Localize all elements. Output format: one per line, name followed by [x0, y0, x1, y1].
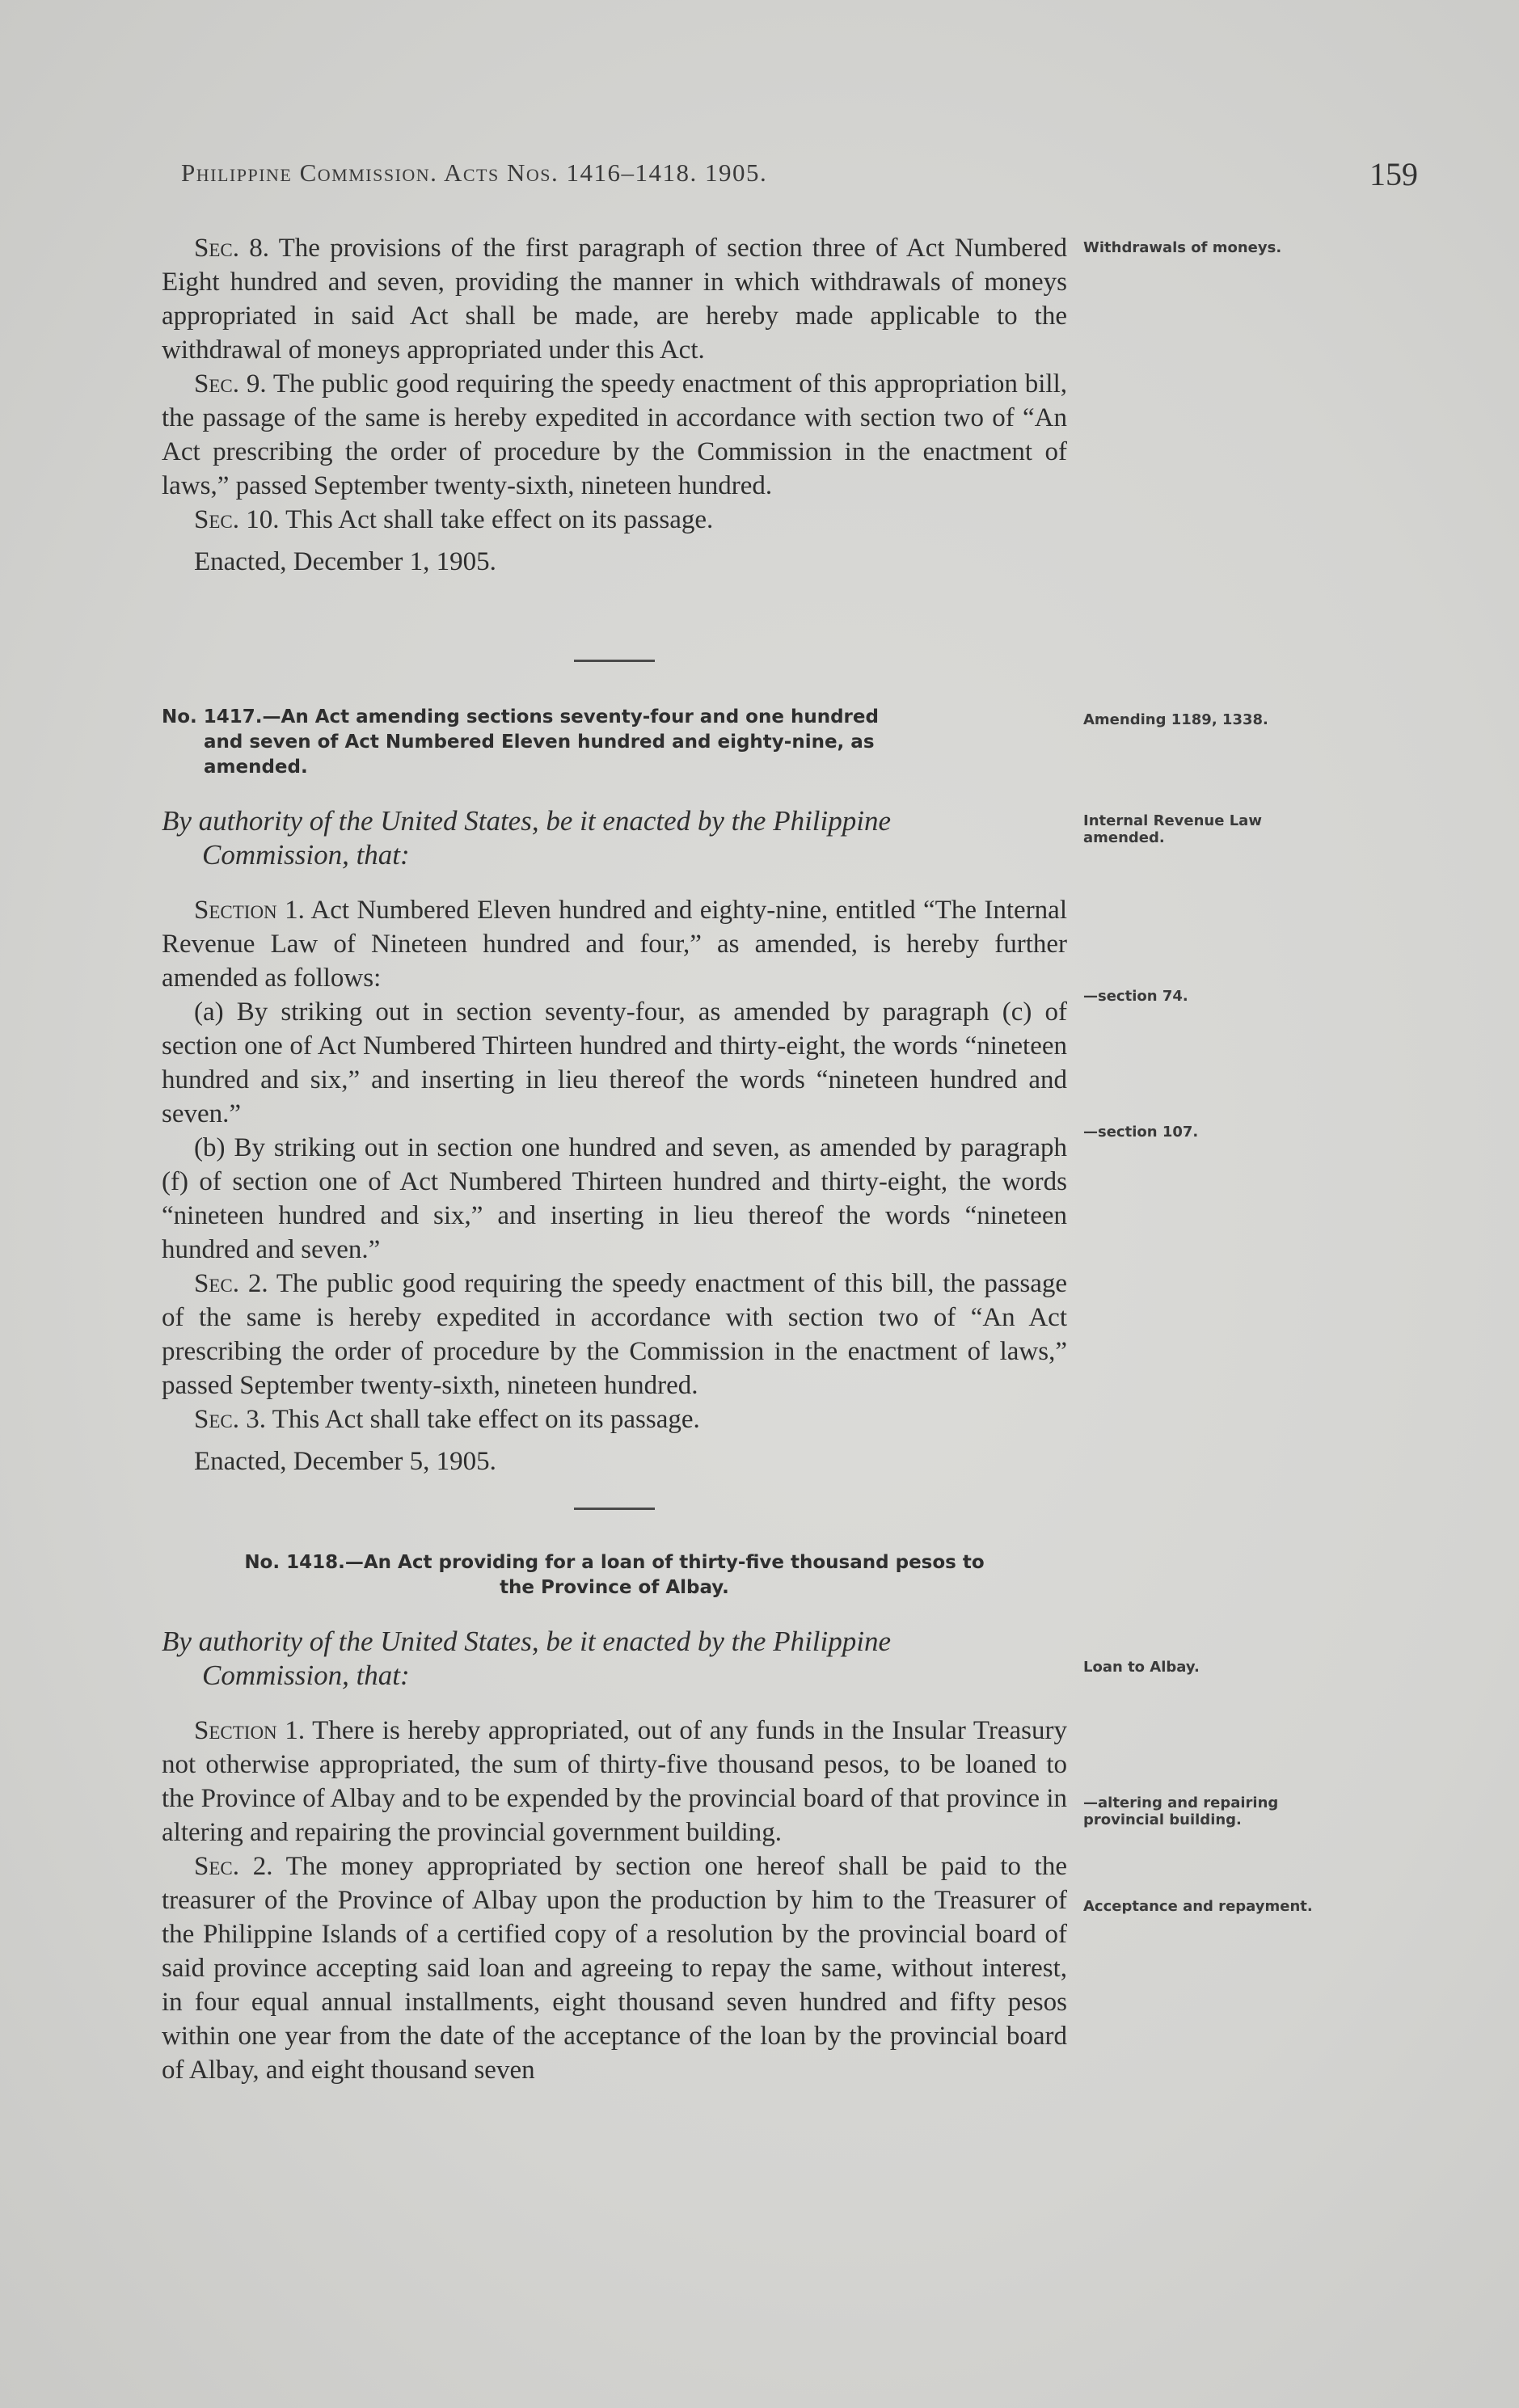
enacted-date-1416: Enacted, December 1, 1905. — [194, 547, 496, 576]
act-1417-enact-line2: Commission, that: — [202, 839, 410, 871]
act-1417-para-a-label: (a) — [194, 997, 224, 1027]
act-1417-sec-1-text: Act Numbered Eleven hundred and eighty-nine, entitled “The Internal Revenue Law of Nineteen hundred and four,” as amended, is hereby further amended as follows: — [162, 896, 1067, 993]
act-1418-sec-1 — [162, 1714, 1067, 1849]
act-1418-enact-line1: By authority of the United States, be it enacted by the Philippine — [162, 1626, 892, 1657]
sec-10-label: Sec. 10. — [194, 505, 280, 534]
act-1418-sec-1-label: Section 1. — [194, 1716, 306, 1745]
act-1417-sec-3-text: This Act shall take effect on its passage. — [272, 1405, 700, 1434]
sec-9-label: Sec. 9. — [194, 369, 267, 399]
margin-note-acceptance: Acceptance and repayment. — [1083, 1898, 1313, 1915]
act-1417-sec-1 — [162, 893, 1067, 995]
running-head: Philippine Commission. Acts Nos. 1416–1418. 1905. — [181, 158, 768, 187]
sec-8-paragraph — [162, 231, 1067, 367]
act-1417-divider-wrap — [162, 660, 1067, 662]
act-1418-sec-2-label: Sec. 2. — [194, 1852, 273, 1881]
act-1418-sec-2 — [162, 1849, 1067, 2087]
act-1417-title-line3: amended. — [204, 757, 308, 778]
act-1417-para-a — [162, 995, 1067, 1131]
act-1417-sec-1-label: Section 1. — [194, 896, 305, 925]
sec-8-label: Sec. 8. — [194, 234, 269, 263]
act-1417-title — [162, 705, 1067, 780]
act-1417-para-b-text: By striking out in section one hundred and seven, as amended by paragraph (f) of section one of Act Numbered Thirteen hundred and thirty-eight, the words “nineteen hundred and six,” and inserting in lieu thereof the words “nineteen hundred and seven.” — [162, 1133, 1067, 1264]
sec-8-text: The provisions of the first paragraph of section three of Act Numbered Eight hundred and seven, providing the manner in which withdrawals of moneys appropriated in said Act shall be made, are hereby made applicable to the withdrawal of moneys appropriated under this Act. — [162, 234, 1067, 365]
act-1417-sec-2-label: Sec. 2. — [194, 1269, 268, 1298]
act-1417-para-b — [162, 1131, 1067, 1267]
margin-note-amending: Amending 1189, 1338. — [1083, 711, 1268, 728]
act-1418-title — [162, 1550, 1067, 1600]
section-divider-2 — [574, 1508, 655, 1510]
act-1417-enact-line1: By authority of the United States, be it enacted by the Philippine — [162, 805, 892, 837]
page-number: 159 — [1369, 156, 1418, 192]
sec-10-text: This Act shall take effect on its passage. — [285, 505, 714, 534]
act-1417 — [162, 705, 1067, 2087]
margin-note-internal-revenue: Internal Revenue Law amended. — [1083, 812, 1262, 846]
act-1417-sec-3-label: Sec. 3. — [194, 1405, 266, 1434]
sec-10-paragraph — [162, 503, 1067, 537]
act-1417-title-line2: and seven of Act Numbered Eleven hundred and eighty-nine, as — [204, 732, 875, 753]
margin-note-loan-albay: Loan to Albay. — [1083, 1659, 1200, 1676]
sec-9-paragraph — [162, 367, 1067, 503]
margin-note-withdrawals: Withdrawals of moneys. — [1083, 239, 1282, 256]
section-divider — [574, 660, 655, 662]
act-1417-sec-2 — [162, 1267, 1067, 1402]
act-1416-tail — [162, 231, 1067, 579]
margin-note-section-74: —section 74. — [1083, 988, 1188, 1005]
margin-note-section-107: —section 107. — [1083, 1124, 1199, 1141]
act-1417-para-b-label: (b) — [194, 1133, 226, 1162]
act-1418-sec-1-text: There is hereby appropriated, out of any funds in the Insular Treasury not otherwise appropriated, the sum of thirty-five thousand pesos, to be loaned to the Province of Albay and to be expended by the provincial board of that province in altering and repairing the provincial government building. — [162, 1716, 1068, 1847]
margin-note-altering: —altering and repairing provincial building. — [1083, 1794, 1279, 1828]
act-1418-title-line2: the Province of Albay. — [500, 1577, 729, 1598]
enacted-date-1417: Enacted, December 5, 1905. — [194, 1447, 496, 1476]
act-1417-title-line1: No. 1417.—An Act amending sections seventy-four and one hundred — [162, 706, 879, 727]
act-1418-enact-line2: Commission, that: — [202, 1659, 410, 1691]
act-1418-enacting-clause — [162, 1625, 1067, 1693]
act-1417-para-a-text: By striking out in section seventy-four, as amended by paragraph (c) of section one of Act Numbered Thirteen hundred and thirty-eight, the words “nineteen hundred and six,” and inserting in lieu thereof the words “nineteen hundred and seven.” — [162, 997, 1068, 1128]
act-1418-sec-2-text: The money appropriated by section one hereof shall be paid to the treasurer of the Province of Albay upon the production by him to the Treasurer of the Philippine Islands of a certified copy of a resolution by the provincial board of said province accepting said loan and agreeing to repay the same, without interest, in four equal annual installments, eight thousand seven hundred and fifty pesos within one year from the date of the acceptance of the loan by the provincial board of Albay, and eight thousand seven — [162, 1852, 1068, 2085]
act-1418-title-line1: No. 1418.—An Act providing for a loan of thirty-five thousand pesos to — [244, 1552, 985, 1573]
act-1417-enacting-clause — [162, 804, 1067, 872]
page-header — [181, 158, 1418, 207]
act-1417-sec-3 — [162, 1402, 1067, 1436]
sec-9-text: The public good requiring the speedy enactment of this appropriation bill, the passage of the same is hereby expedited in accordance with section two of “An Act prescribing the order of procedure by the Commission in the enactment of laws,” passed September twenty-sixth, nineteen hundred. — [162, 369, 1068, 500]
act-1417-sec-2-text: The public good requiring the speedy enactment of this bill, the passage of the same is hereby expedited in accordance with section two of “An Act prescribing the order of procedure by the Commission in the enactment of laws,” passed September twenty-sixth, nineteen hundred. — [162, 1269, 1067, 1400]
